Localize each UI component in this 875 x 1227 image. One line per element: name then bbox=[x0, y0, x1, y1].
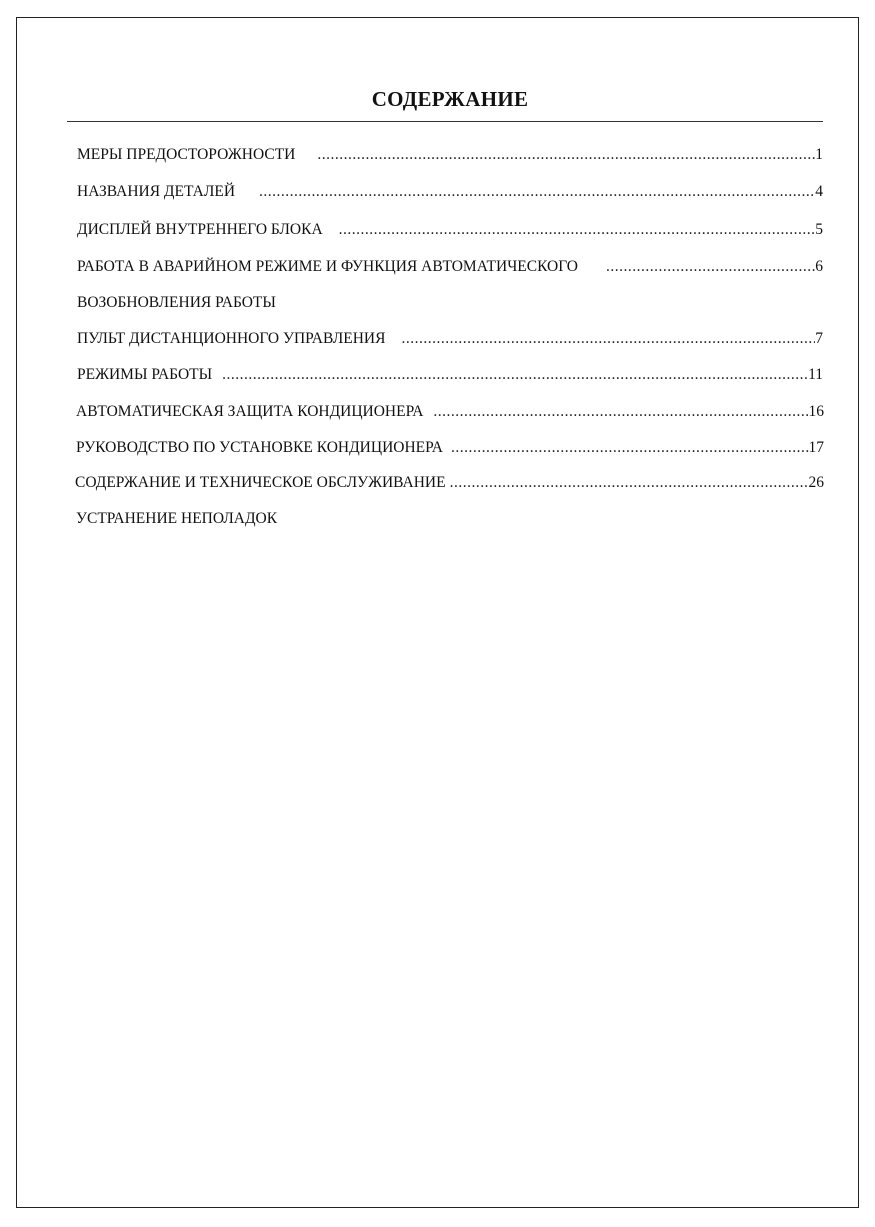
page-title: СОДЕРЖАНИЕ bbox=[371, 87, 529, 111]
toc-entry-label: СОДЕРЖАНИЕ И ТЕХНИЧЕСКОЕ ОБСЛУЖИВАНИЕ bbox=[75, 474, 446, 491]
toc-dot-leader bbox=[401, 330, 815, 348]
toc-dot-leader bbox=[222, 366, 808, 384]
toc-entry-installation[interactable] bbox=[76, 439, 824, 459]
toc-entry-page: 7 bbox=[815, 330, 823, 347]
toc-entry-protection[interactable] bbox=[76, 403, 824, 423]
toc-entry-label: МЕРЫ ПРЕДОСТОРОЖНОСТИ bbox=[77, 146, 296, 163]
toc-entry-label: ВОЗОБНОВЛЕНИЯ РАБОТЫ bbox=[77, 294, 276, 311]
toc-entry-page: 4 bbox=[815, 183, 823, 200]
toc-entry-page: 6 bbox=[815, 258, 823, 275]
toc-entry-page: 5 bbox=[815, 221, 823, 238]
toc-entry-label: РУКОВОДСТВО ПО УСТАНОВКЕ КОНДИЦИОНЕРА bbox=[76, 439, 443, 456]
toc-entry-troubleshooting[interactable] bbox=[76, 510, 822, 530]
toc-dot-leader bbox=[259, 183, 815, 201]
toc-entry-display[interactable] bbox=[77, 221, 823, 241]
toc-entry-label: ПУЛЬТ ДИСТАНЦИОННОГО УПРАВЛЕНИЯ bbox=[77, 330, 386, 347]
toc-entry-parts[interactable] bbox=[77, 183, 823, 203]
toc-entry-page: 17 bbox=[808, 439, 824, 456]
toc-entry-label: РАБОТА В АВАРИЙНОМ РЕЖИМЕ И ФУНКЦИЯ АВТОМАТИЧЕСКОГО bbox=[77, 258, 578, 275]
toc-dot-leader bbox=[451, 439, 809, 457]
toc-entry-label: РЕЖИМЫ РАБОТЫ bbox=[77, 366, 213, 383]
toc-dot-leader bbox=[606, 258, 815, 276]
toc-entry-label: ДИСПЛЕЙ ВНУТРЕННЕГО БЛОКА bbox=[77, 221, 323, 238]
toc-entry-emergency-continuation bbox=[77, 294, 823, 314]
toc-entry-label: АВТОМАТИЧЕСКАЯ ЗАЩИТА КОНДИЦИОНЕРА bbox=[76, 403, 424, 420]
toc-entry-page: 11 bbox=[808, 366, 823, 383]
toc-dot-leader bbox=[339, 221, 816, 239]
toc-dot-leader bbox=[450, 474, 809, 492]
toc-dot-leader bbox=[433, 403, 808, 421]
toc-entry-safety[interactable] bbox=[77, 146, 823, 166]
title-divider bbox=[67, 121, 823, 122]
toc-entry-page: 1 bbox=[815, 146, 823, 163]
toc-entry-emergency[interactable] bbox=[77, 258, 823, 278]
toc-entry-maintenance[interactable] bbox=[75, 474, 824, 494]
toc-entry-remote[interactable] bbox=[77, 330, 823, 350]
toc-entry-modes[interactable] bbox=[77, 366, 823, 386]
toc-entry-label: НАЗВАНИЯ ДЕТАЛЕЙ bbox=[77, 183, 236, 200]
toc-dot-leader bbox=[317, 146, 815, 164]
toc-entry-page: 26 bbox=[808, 474, 824, 491]
toc-entry-label: УСТРАНЕНИЕ НЕПОЛАДОК bbox=[76, 510, 278, 527]
toc-entry-page: 16 bbox=[808, 403, 824, 420]
